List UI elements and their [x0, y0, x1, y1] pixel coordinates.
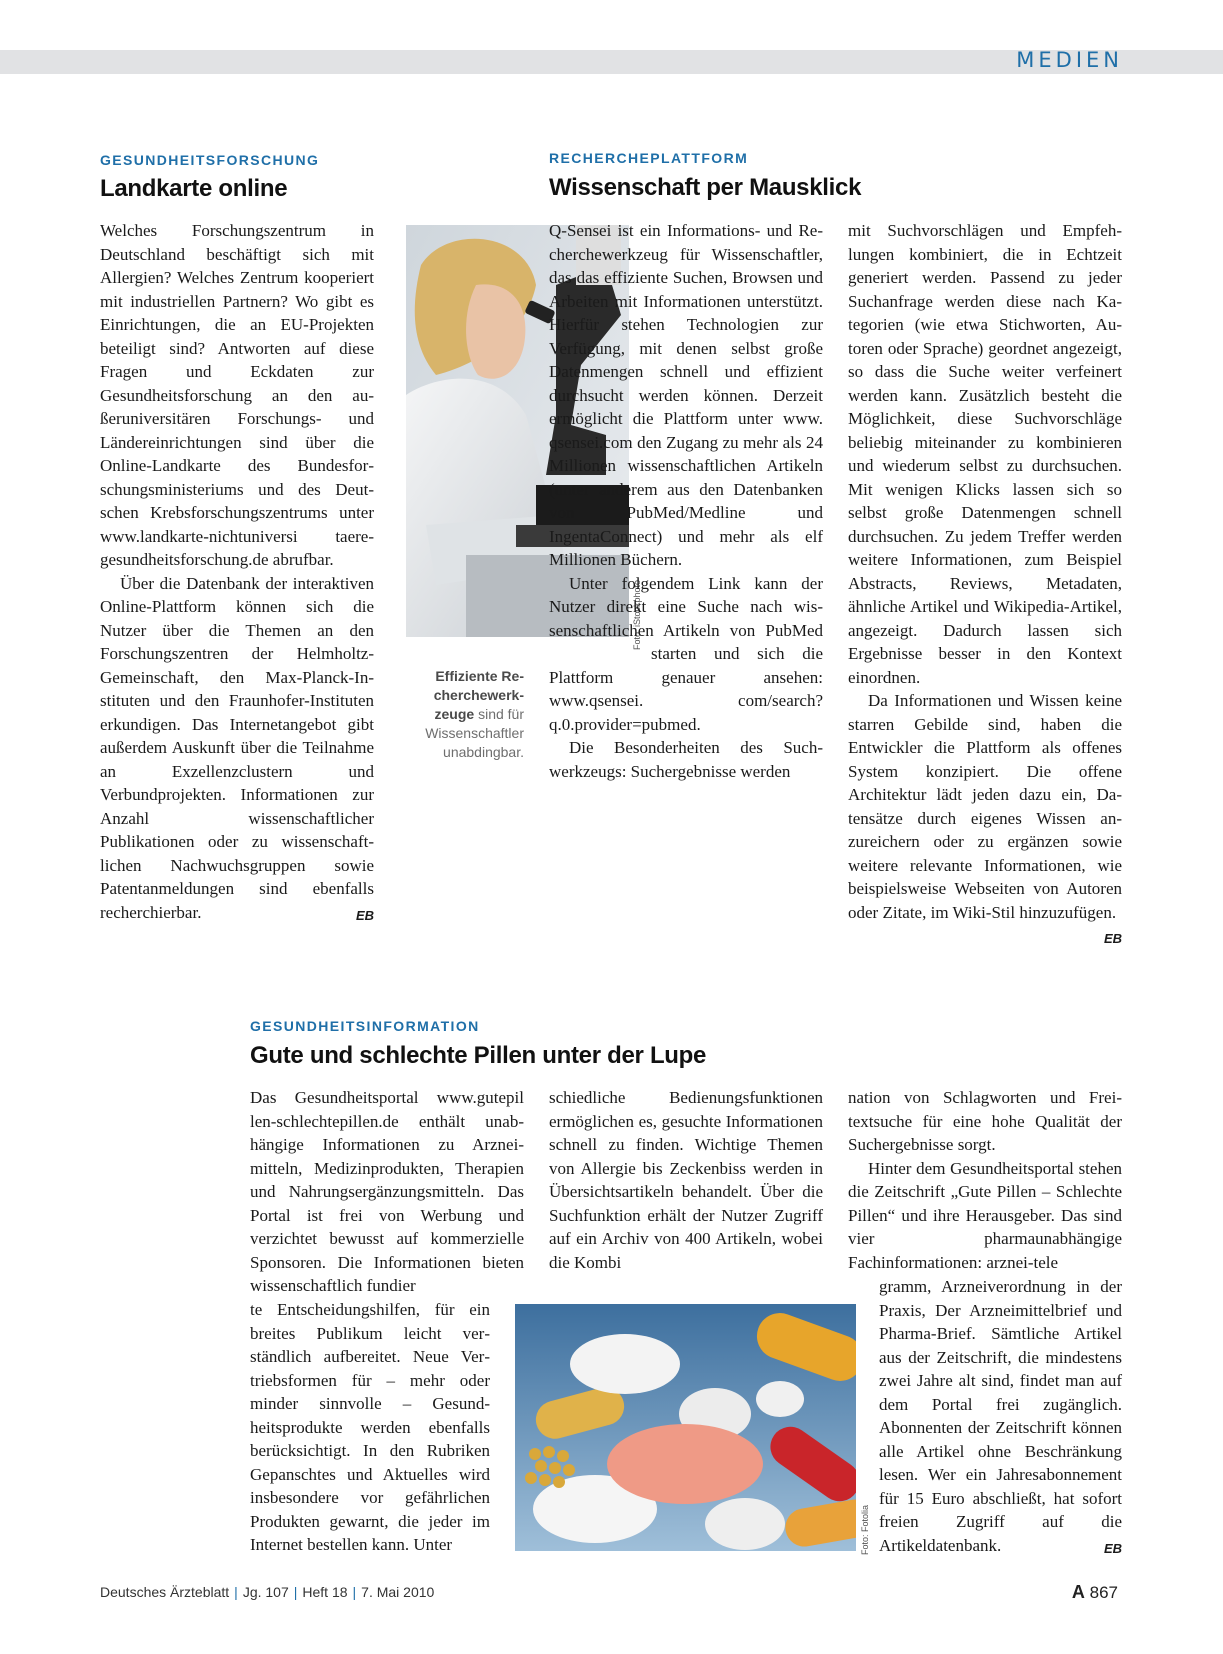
photo-caption: [406, 667, 524, 762]
paragraph: Das Gesundheitsportal www.gutepil len-schlechtepillen.de enthält unabhängige Informationen zu Arzneimitteln, Medizinprodukten, Therapien und Nahrungsergänzungsmitteln. Das Portal ist frei von Werbung und verzichtet bewusst auf kommerzielle Sponsoren. Die Informationen bieten wissenschaftlich fundier: [250, 1088, 524, 1295]
footer-citation: [100, 1584, 434, 1600]
paragraph: te Entscheidungshilfen, für ein breites Publikum leicht verständlich aufbereitet. Neue Vertriebsformen für – mehr oder minder sinnvolle – Gesundheitsprodukte werden ebenfalls berücksichtigt. In den Rubriken Gepanschtes und Aktuelles wird insbesondere vor gefährlichen Produkten gewarnt, die jeder im Internet bestellen kann. Unter: [250, 1300, 490, 1554]
paragraph: schiedliche Bedienungsfunktionen ermöglichen es, gesuchte Informationen schnell zu finden. Wichtige Themen von Allergie bis Zeckenbiss werden in Übersichtsartikeln behandelt. Über die Suchfunktion erhält der Nutzer Zugriff auf ein Archiv von 400 Artikeln, wobei die Kombi: [549, 1088, 823, 1272]
journal-name: Deutsches Ärzteblatt: [100, 1584, 230, 1600]
divider: |: [352, 1584, 357, 1600]
article3-title: Gute und schlechte Pillen unter der Lupe: [250, 1042, 707, 1069]
page-prefix: A: [1071, 1582, 1085, 1602]
author-initials: EB: [1103, 931, 1122, 946]
divider: |: [293, 1584, 298, 1600]
paragraph: Die Besonderheiten des Suchwerkzeugs: Suchergebnisse werden: [549, 738, 823, 781]
page-number-value: 867: [1089, 1583, 1118, 1602]
article2-title: Wissenschaft per Mausklick: [549, 174, 862, 201]
paragraph: mit Suchvorschlägen und Empfehlungen kombiniert, die in Echtzeit generiert werden. Passend zu jeder Suchanfrage werden diese nach Kategorien (wie etwa Stichworten, Autoren oder Sprache) geordnet angezeigt, so dass die Suche weiter verfeinert werden kann. Zusätzlich besteht die Möglichkeit, diese Suchvorschläge beliebig miteinander zu kombinieren und wiederum selbst zu durchsuchen. Mit wenigen Klicks lassen sich so selbst große Datenmengen schnell durchsuchen. Zu jedem Treffer werden weitere Informationen, zum Beispiel Abstracts, Reviews, Metadaten, ähnliche Artikel und Wikipedia-Artikel, angezeigt. Dadurch lassen sich Ergebnisse besser in den Kontext einordnen.: [848, 221, 1122, 687]
paragraph: Hinter dem Gesundheitsportal stehen die Zeitschrift „Gute Pillen – Schlechte Pillen“ und ihre Herausgeber. Das sind vier pharmaunabhängige Fachinformationen: arznei-tele: [848, 1158, 1122, 1272]
article3-column-1-top: [250, 1086, 524, 1298]
paragraph: gramm, Arzneiverordnung in der Praxis, Der Arzneimittelbrief und Pharma-Brief. Sämtliche Artikel aus der Zeitschrift, die mindestens zwei Jahre alt sind, findet man auf dem Portal frei zugänglich. Abonnenten der Zeitschrift können alle Artikel ohne Beschränkung lesen. Wer ein Jahresabonnement für 15 Euro abschließt, hat sofort freien Zugriff auf die Artikeldatenbank. EB: [879, 1275, 1122, 1557]
photo-wrap-spacer: [549, 644, 651, 645]
article1-title: Landkarte online: [100, 175, 288, 202]
caption-bold: Effiziente Recherchewerkzeuge: [433, 668, 524, 722]
date: 7. Mai 2010: [361, 1584, 435, 1600]
article2-column-2: [848, 219, 1122, 951]
photo-credit: Foto: iStockphoto: [632, 580, 642, 651]
article1-kicker: GESUNDHEITSFORSCHUNG: [100, 152, 320, 168]
paragraph: nation von Schlagworten und Freitextsuche für eine hohe Qualität der Suchergebnisse sorgt.: [848, 1088, 1122, 1154]
article3-column-3-bottom: [879, 1275, 1122, 1560]
paragraph: Unter folgendem Link kann der Nutzer direkt eine Suche nach wissenschaftlichen Artikeln von PubMed starten und sich die Plattform genauer ansehen: www.qsensei. com/search?q.0.provider=pubmed.: [549, 573, 823, 734]
paragraph: Da Informationen und Wissen keine starren Gebilde sind, haben die Entwickler die Plattform als offenes System konzipiert. Die offene Architektur lädt jeden dazu ein, Datensätze durch eigenes Wissen anzureichern oder zu ergänzen sowie weitere relevante Informationen, wie beispielsweise Webseiten von Autoren oder Zitate, im Wiki-Stil hinzuzufügen. EB: [848, 689, 1122, 924]
photo-credit: Foto: Fotolia: [860, 1505, 870, 1556]
divider: |: [234, 1584, 238, 1600]
author-initials: EB: [355, 907, 374, 923]
volume: Jg. 107: [242, 1584, 289, 1600]
paragraph: Q-Sensei ist ein Informations- und Recherchewerkzeug für Wissenschaftler, das das effiziente Suchen, Browsen und Arbeiten mit Informationen unterstützt. Hierfür stehen Technologien zur Verfügung, mit denen selbst große Datenmengen schnell und effizient durchsucht werden können. Derzeit ermöglicht die Plattform unter www. qsensei.com den Zugang zu mehr als 24 Millionen wissenschaftlichen Artikeln (unter anderem aus den Datenbanken von PubMed/Medline und IngentaConnect) und mehr als elf Millionen Büchern.: [549, 221, 823, 569]
caption-text: sind für Wissenschaftler unabdingbar.: [425, 706, 524, 760]
section-label: MEDIEN: [1016, 48, 1123, 72]
issue: Heft 18: [302, 1584, 348, 1600]
article1-body: [100, 219, 374, 927]
article3-column-3-top: [848, 1086, 1122, 1274]
article2-kicker: RECHERCHEPLATTFORM: [549, 150, 749, 166]
paragraph: Über die Datenbank der interaktiven Online-Plattform können sich die Nutzer über die Themen an den Forschungszentren der Helmholtz-Gemeinschaft, den Max-Planck-Instituten und den Fraunhofer-Instituten erkundigen. Das Internetangebot gibt außerdem Auskunft über die Teilnahme an Exzellenzclustern und Verbundprojekten. Informationen zur Anzahl wissenschaftlicher Publikationen oder zu wissenschaftlichen Nachwuchsgruppen sowie Patentanmeldungen sind ebenfalls recherchierbar. EB: [100, 572, 374, 925]
pills-photo: [515, 1304, 856, 1551]
article3-kicker: GESUNDHEITSINFORMATION: [250, 1018, 480, 1034]
article3-column-1-bottom: [250, 1298, 490, 1557]
article3-column-2: [549, 1086, 823, 1274]
paragraph: Welches Forschungszentrum in Deutschland beschäftigt sich mit Allergien? Welches Zentrum kooperiert mit industriellen Partnern? Wo gibt es Einrichtungen, die an EU-Projekten beteiligt sind? Antworten auf diese Fragen und Eckdaten zur Gesundheitsforschung an den außeruniversitären Forschungs- und Ländereinrichtungen sind über die Online-Landkarte des Bundesforschungsministeriums und des Deutschen Krebsforschungszentrums unter www.landkarte-nichtuniversi taere-gesundheitsforschung.de abrufbar.: [100, 221, 374, 569]
photo-illustration: [515, 1304, 856, 1551]
author-initials: EB: [1103, 1540, 1122, 1556]
page-number: [1072, 1582, 1118, 1603]
article2-column-1: [549, 219, 823, 783]
